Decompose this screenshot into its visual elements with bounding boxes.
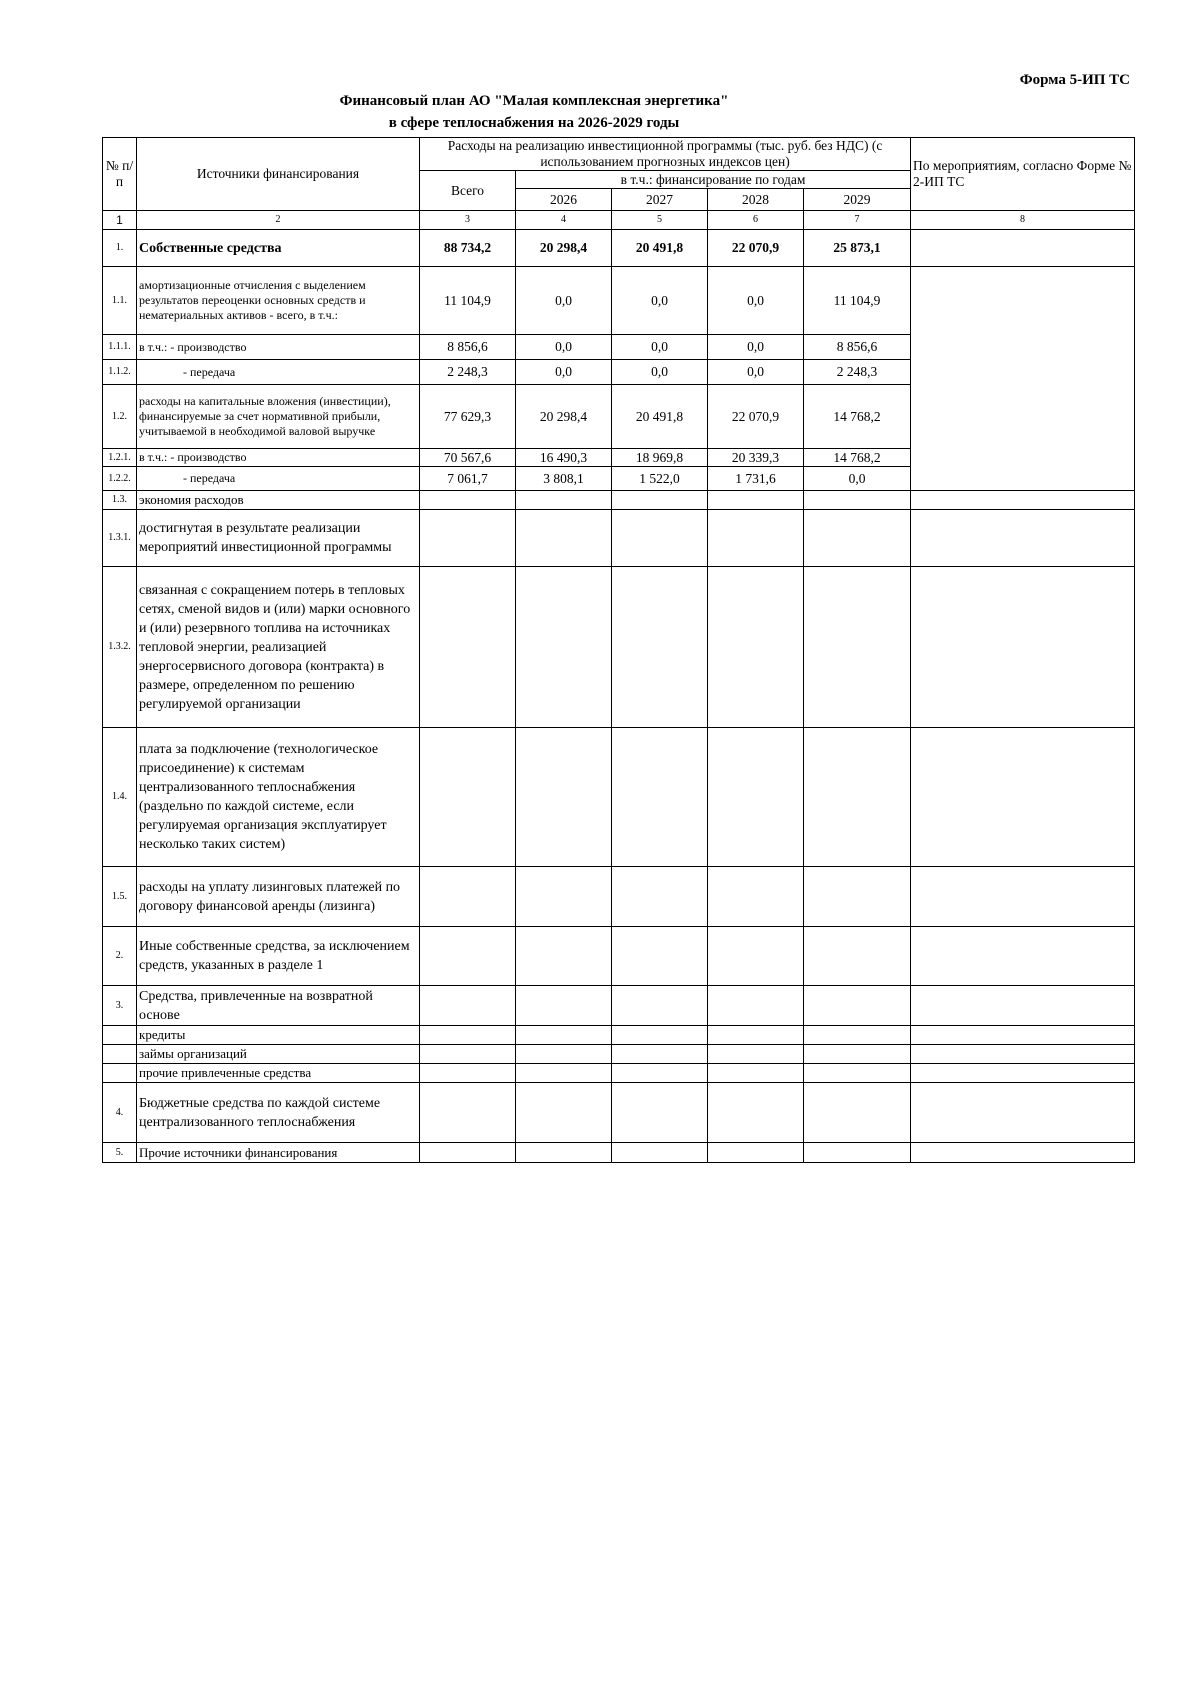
table-row (103, 567, 1135, 728)
value-2029 (804, 1045, 911, 1064)
row-label: экономия расходов (137, 491, 420, 510)
table-row (103, 1045, 1135, 1064)
row-label: Средства, привлеченные на возвратной основе (137, 986, 420, 1026)
value-2029: 0,0 (804, 467, 911, 491)
value-2028: 0,0 (708, 267, 804, 335)
value-2026 (516, 1083, 612, 1143)
value-total: 11 104,9 (420, 267, 516, 335)
column-index: 1 (103, 211, 137, 230)
note-cell (911, 1045, 1135, 1064)
header-year: 2027 (612, 189, 708, 211)
value-2027: 1 522,0 (612, 467, 708, 491)
value-2029: 25 873,1 (804, 230, 911, 267)
value-2027: 18 969,8 (612, 449, 708, 467)
value-2026: 0,0 (516, 360, 612, 385)
table-row (103, 1026, 1135, 1045)
value-2029 (804, 728, 911, 867)
row-label: Собственные средства (137, 230, 420, 267)
value-2029: 2 248,3 (804, 360, 911, 385)
value-2027 (612, 927, 708, 986)
value-2026: 3 808,1 (516, 467, 612, 491)
column-index: 8 (911, 211, 1135, 230)
value-2027: 20 491,8 (612, 385, 708, 449)
value-2027 (612, 1143, 708, 1163)
value-total: 70 567,6 (420, 449, 516, 467)
row-label: займы организаций (137, 1045, 420, 1064)
row-label: - передача (137, 467, 420, 491)
value-2026 (516, 567, 612, 728)
row-number: 5. (103, 1143, 137, 1163)
column-index: 7 (804, 211, 911, 230)
value-2026: 0,0 (516, 335, 612, 360)
value-2028: 1 731,6 (708, 467, 804, 491)
value-2026 (516, 1045, 612, 1064)
value-2029 (804, 1143, 911, 1163)
value-2028 (708, 927, 804, 986)
value-2029: 8 856,6 (804, 335, 911, 360)
value-2028 (708, 1026, 804, 1045)
row-number: 1.2.2. (103, 467, 137, 491)
row-label: - передача (137, 360, 420, 385)
value-2028 (708, 567, 804, 728)
row-label: Иные собственные средства, за исключением средств, указанных в разделе 1 (137, 927, 420, 986)
value-2029: 14 768,2 (804, 385, 911, 449)
value-2027 (612, 491, 708, 510)
column-index: 2 (137, 211, 420, 230)
table-row (103, 728, 1135, 867)
value-2029: 14 768,2 (804, 449, 911, 467)
value-total (420, 1026, 516, 1045)
note-cell (911, 728, 1135, 867)
row-label: в т.ч.: - производство (137, 449, 420, 467)
row-number: 1.3. (103, 491, 137, 510)
note-cell (911, 1064, 1135, 1083)
value-2026: 16 490,3 (516, 449, 612, 467)
row-number: 1.2. (103, 385, 137, 449)
value-2027: 0,0 (612, 335, 708, 360)
note-cell (911, 230, 1135, 267)
value-total (420, 1083, 516, 1143)
note-cell (911, 1083, 1135, 1143)
value-2027: 0,0 (612, 267, 708, 335)
value-2026 (516, 510, 612, 567)
row-label: расходы на капитальные вложения (инвестиции), финансируемые за счет нормативной прибыли, учитываемой в необходимой валовой выручке (137, 385, 420, 449)
row-label: прочие привлеченные средства (137, 1064, 420, 1083)
value-2027 (612, 1083, 708, 1143)
value-2029 (804, 986, 911, 1026)
financial-plan-table (102, 137, 1135, 1163)
row-number: 2. (103, 927, 137, 986)
value-2028 (708, 728, 804, 867)
value-2026 (516, 986, 612, 1026)
value-total (420, 1143, 516, 1163)
value-2029: 11 104,9 (804, 267, 911, 335)
row-number: 1.2.1. (103, 449, 137, 467)
row-number: 1.5. (103, 867, 137, 927)
row-label: плата за подключение (технологическое присоединение) к системам централизованного теплоснабжения (раздельно по каждой системе, если регулируемая организация эксплуатирует несколько таких систем) (137, 728, 420, 867)
value-2026 (516, 927, 612, 986)
value-2027: 20 491,8 (612, 230, 708, 267)
row-number: 1.3.2. (103, 567, 137, 728)
value-2029 (804, 1064, 911, 1083)
value-2027 (612, 728, 708, 867)
note-cell (911, 986, 1135, 1026)
value-2029 (804, 510, 911, 567)
row-label: Бюджетные средства по каждой системе централизованного теплоснабжения (137, 1083, 420, 1143)
form-label: Форма 5-ИП ТС (1019, 72, 1130, 88)
value-2026 (516, 1064, 612, 1083)
value-2026 (516, 491, 612, 510)
value-2029 (804, 567, 911, 728)
table-row (103, 986, 1135, 1026)
plan-subtitle: в сфере теплоснабжения на 2026-2029 годы (388, 115, 680, 131)
value-2029 (804, 867, 911, 927)
row-number: 1.1.2. (103, 360, 137, 385)
header-total: Всего (420, 171, 516, 211)
value-2026 (516, 1026, 612, 1045)
value-2027: 0,0 (612, 360, 708, 385)
table-row (103, 1143, 1135, 1163)
value-2027 (612, 867, 708, 927)
value-2026: 0,0 (516, 267, 612, 335)
row-number: 3. (103, 986, 137, 1026)
note-cell (911, 927, 1135, 986)
value-total (420, 491, 516, 510)
value-2026: 20 298,4 (516, 385, 612, 449)
value-2027 (612, 1064, 708, 1083)
value-2028: 0,0 (708, 335, 804, 360)
column-index: 3 (420, 211, 516, 230)
header-year: 2026 (516, 189, 612, 211)
column-index-row (103, 211, 1135, 230)
row-label: связанная с сокращением потерь в тепловых сетях, сменой видов и (или) марки основного и (или) резервного топлива на источниках тепловой энергии, реализацией энергосервисного договора (контракта) в размере, определенном по решению регулируемой организации (137, 567, 420, 728)
header-row (103, 138, 1135, 171)
note-cell (911, 510, 1135, 567)
value-total (420, 567, 516, 728)
table-row (103, 230, 1135, 267)
value-2027 (612, 1045, 708, 1064)
header-num: № п/п (103, 138, 137, 211)
value-total (420, 867, 516, 927)
value-total: 88 734,2 (420, 230, 516, 267)
row-number: 1.4. (103, 728, 137, 867)
row-number: 1. (103, 230, 137, 267)
value-2028: 22 070,9 (708, 385, 804, 449)
value-total: 2 248,3 (420, 360, 516, 385)
row-number: 1.1.1. (103, 335, 137, 360)
row-number: 1.1. (103, 267, 137, 335)
value-2028 (708, 986, 804, 1026)
note-cell (911, 567, 1135, 728)
note-cell (911, 267, 1135, 491)
value-2028 (708, 491, 804, 510)
value-total (420, 986, 516, 1026)
value-total: 7 061,7 (420, 467, 516, 491)
row-label: достигнутая в результате реализации мероприятий инвестиционной программы (137, 510, 420, 567)
value-total: 8 856,6 (420, 335, 516, 360)
value-2028 (708, 1083, 804, 1143)
row-label: Прочие источники финансирования (137, 1143, 420, 1163)
header-expenses: Расходы на реализацию инвестиционной программы (тыс. руб. без НДС) (с использованием прогнозных индексов цен) (420, 138, 911, 171)
value-2029 (804, 927, 911, 986)
value-2026: 20 298,4 (516, 230, 612, 267)
value-2026 (516, 867, 612, 927)
row-label: в т.ч.: - производство (137, 335, 420, 360)
value-2029 (804, 1083, 911, 1143)
header-by-years: в т.ч.: финансирование по годам (516, 171, 911, 189)
row-number: 1.3.1. (103, 510, 137, 567)
value-total (420, 728, 516, 867)
value-2028 (708, 1045, 804, 1064)
row-number (103, 1026, 137, 1045)
value-2028: 0,0 (708, 360, 804, 385)
table-row (103, 267, 1135, 335)
column-index: 6 (708, 211, 804, 230)
table-row (103, 510, 1135, 567)
value-2027 (612, 986, 708, 1026)
value-total (420, 510, 516, 567)
value-2028: 22 070,9 (708, 230, 804, 267)
value-2027 (612, 567, 708, 728)
value-2028 (708, 867, 804, 927)
value-total (420, 1064, 516, 1083)
table-row (103, 867, 1135, 927)
note-cell (911, 1143, 1135, 1163)
row-label: кредиты (137, 1026, 420, 1045)
value-2026 (516, 1143, 612, 1163)
note-cell (911, 867, 1135, 927)
value-2029 (804, 1026, 911, 1045)
header-year: 2029 (804, 189, 911, 211)
value-2028 (708, 510, 804, 567)
value-total: 77 629,3 (420, 385, 516, 449)
header-year: 2028 (708, 189, 804, 211)
note-cell (911, 1026, 1135, 1045)
value-2028 (708, 1143, 804, 1163)
value-2029 (804, 491, 911, 510)
value-total (420, 1045, 516, 1064)
row-label: расходы на уплату лизинговых платежей по договору финансовой аренды (лизинга) (137, 867, 420, 927)
row-number (103, 1064, 137, 1083)
plan-title: Финансовый план АО "Малая комплексная энергетика" (339, 93, 729, 109)
column-index: 4 (516, 211, 612, 230)
note-cell (911, 491, 1135, 510)
row-number: 4. (103, 1083, 137, 1143)
table-row (103, 1064, 1135, 1083)
value-total (420, 927, 516, 986)
header-note: По мероприятиям, согласно Форме № 2-ИП ТС (911, 138, 1135, 211)
row-label: амортизационные отчисления с выделением результатов переоценки основных средств и нематериальных активов - всего, в т.ч.: (137, 267, 420, 335)
table-row (103, 491, 1135, 510)
value-2026 (516, 728, 612, 867)
table-row (103, 927, 1135, 986)
row-number (103, 1045, 137, 1064)
value-2027 (612, 510, 708, 567)
value-2028: 20 339,3 (708, 449, 804, 467)
column-index: 5 (612, 211, 708, 230)
value-2027 (612, 1026, 708, 1045)
header-source: Источники финансирования (137, 138, 420, 211)
value-2028 (708, 1064, 804, 1083)
table-row (103, 1083, 1135, 1143)
